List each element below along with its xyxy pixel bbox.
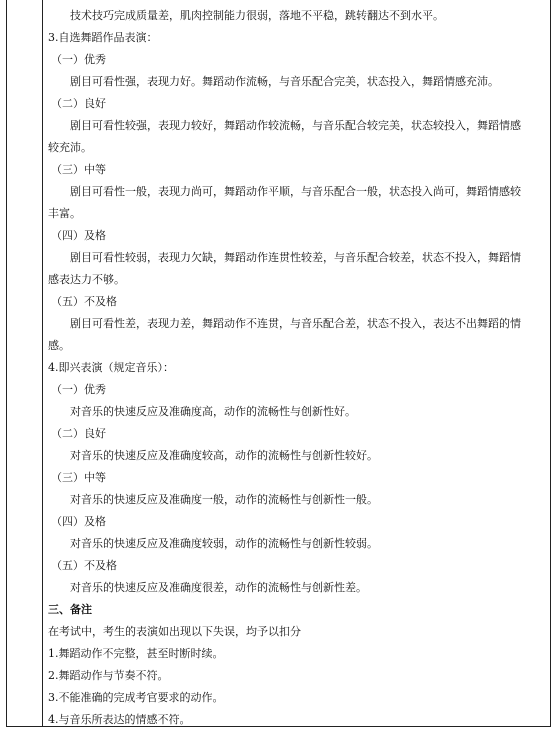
remark-item-2: 2.舞蹈动作与节奏不符。 (48, 669, 169, 682)
grade-pass-text-cont: 感表达力不够。 (48, 273, 125, 286)
improv-fail-label: （五）不及格 (51, 559, 117, 572)
improv-excellent-label: （一）优秀 (51, 383, 106, 396)
grade-fail-text: 剧目可看性差，表现力差，舞蹈动作不连贯，与音乐配合差，状态不投入，表达不出舞蹈的情 (70, 317, 521, 330)
grade-good-text-cont: 较充沛。 (48, 141, 92, 154)
grade-good-text: 剧目可看性较强，表现力较好，舞蹈动作较流畅，与音乐配合较完美，状态较投入，舞蹈情感 (70, 119, 521, 132)
table-left-column-divider (42, 0, 43, 727)
content-cell (48, 5, 546, 731)
remark-item-4: 4.与音乐所表达的情感不符。 (48, 713, 191, 726)
grade-pass-label: （四）及格 (51, 229, 106, 242)
grade-medium-text-cont: 丰富。 (48, 207, 81, 220)
improv-fail-text: 对音乐的快速反应及准确度很差，动作的流畅性与创新性差。 (70, 581, 367, 594)
remark-item-3: 3.不能准确的完成考官要求的动作。 (48, 691, 224, 704)
improv-good-label: （二）良好 (51, 427, 106, 440)
section-3-title: 3.自选舞蹈作品表演： (48, 31, 158, 44)
grade-pass-text: 剧目可看性较弱，表现力欠缺，舞蹈动作连贯性较差，与音乐配合较差，状态不投入，舞蹈情 (70, 251, 521, 264)
grade-medium-text: 剧目可看性一般，表现力尚可，舞蹈动作平顺，与音乐配合一般，状态投入尚可，舞蹈情感较 (70, 185, 521, 198)
section-4-title: 4.即兴表演（规定音乐）： (48, 361, 174, 374)
remarks-intro: 在考试中，考生的表演如出现以下失误，均予以扣分 (48, 625, 301, 638)
intro-continuation: 技术技巧完成质量差，肌肉控制能力很弱，落地不平稳，跳转翻达不到水平。 (70, 9, 444, 22)
grade-good-label: （二）良好 (51, 97, 106, 110)
improv-medium-text: 对音乐的快速反应及准确度一般，动作的流畅性与创新性一般。 (70, 493, 378, 506)
remark-item-1: 1.舞蹈动作不完整，甚至时断时续。 (48, 647, 224, 660)
grade-fail-label: （五）不及格 (51, 295, 117, 308)
grade-excellent-label: （一）优秀 (51, 53, 106, 66)
improv-pass-label: （四）及格 (51, 515, 106, 528)
improv-pass-text: 对音乐的快速反应及准确度较弱，动作的流畅性与创新性较弱。 (70, 537, 378, 550)
grade-excellent-text: 剧目可看性强，表现力好。舞蹈动作流畅，与音乐配合完美，状态投入，舞蹈情感充沛。 (70, 75, 499, 88)
grade-medium-label: （三）中等 (51, 163, 106, 176)
improv-excellent-text: 对音乐的快速反应及准确度高，动作的流畅性与创新性好。 (70, 405, 356, 418)
improv-good-text: 对音乐的快速反应及准确度较高，动作的流畅性与创新性较好。 (70, 449, 378, 462)
grade-fail-text-cont: 感。 (48, 339, 70, 352)
remarks-heading: 三、备注 (48, 603, 92, 616)
improv-medium-label: （三）中等 (51, 471, 106, 484)
